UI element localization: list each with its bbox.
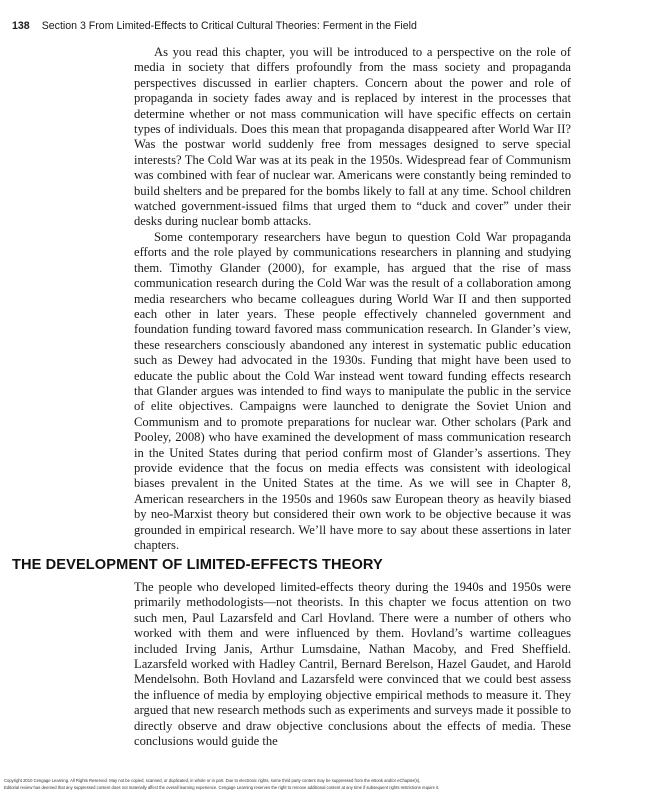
- body-text-top: [134, 45, 571, 553]
- running-head-title: Section 3 From Limited-Effects to Critical Cultural Theories: Ferment in the Field: [41, 20, 417, 32]
- section-heading: THE DEVELOPMENT OF LIMITED-EFFECTS THEORY: [12, 557, 383, 573]
- paragraph: As you read this chapter, you will be introduced to a perspective on the role of media in society that differs profoundly from the mass society and propaganda perspectives discussed in earlier chapters. Concern about the power and role of propaganda in society fades away and is replaced by interest in the processes that determine whether or not mass communication will have specific effects on certain types of individuals. Does this mean that propaganda disappeared after World War II? Was the postwar world suddenly free from messages designed to serve special interests? The Cold War was at its peak in the 1950s. Widespread fear of Communism was combined with fear of nuclear war. Americans were constantly being reminded to build shelters and be prepared for the bombs likely to fall at any time. School children watched government-issued films that urged them to “duck and cover” under their desks during nuclear bomb attacks.: [134, 45, 571, 229]
- copyright-line: Copyright 2010 Cengage Learning. All Rights Reserved. May not be copied, scanned, or duplicated, in whole or in part. Due to electronic rights, some third party content may be suppressed from the eBook and/or eChapter(s).: [4, 778, 421, 783]
- paragraph: Some contemporary researchers have begun to question Cold War propaganda efforts and the role played by communications researchers in planning and studying them. Timothy Glander (2000), for example, has argued that the rise of mass communication research during the Cold War was the result of a collaboration among media researchers who became colleagues during World War II and then supported each other in later years. These people effectively channeled government and foundation funding toward favored mass communication research. In Glander’s view, these researchers consciously abandoned any interest in systematic public education such as Dewey had advocated in the 1930s. Funding that might have been used to educate the public about the Cold War instead went toward funding effects research that Glander argues was intended to find ways to manipulate the public in the service of elite objectives. Campaigns were launched to denigrate the Soviet Union and Communism and to promote preparations for nuclear war. Other scholars (Park and Pooley, 2008) who have examined the development of mass communication research in the United States during that period confirm most of Glander’s assertions. They provide evidence that the focus on media effects was consistent with ideological biases prevalent in the United States at the time. As we will see in Chapter 8, American researchers in the 1950s and 1960s saw European theory as heavily biased by neo-Marxist theory but considered their own work to be objective because it was grounded in empirical research. We’ll have more to say about these assertions in later chapters.: [134, 229, 571, 552]
- running-head: [12, 20, 632, 32]
- page-number: 138: [12, 20, 30, 32]
- editorial-review-line: Editorial review has deemed that any suppressed content does not materially affect the overall learning experience. Cengage Learning reserves the right to remove additional content at any time if subsequent rights restrictions require it.: [4, 785, 440, 790]
- paragraph: The people who developed limited-effects theory during the 1940s and 1950s were primarily methodologists—not theorists. In this chapter we focus attention on two such men, Paul Lazarsfeld and Carl Hovland. There were a number of others who worked with them and were influenced by them. Hovland’s wartime colleagues included Irving Janis, Arthur Lumsdaine, Nathan Macoby, and Fred Sheffield. Lazarsfeld worked with Hadley Cantril, Bernard Berelson, Hazel Gaudet, and Harold Mendelsohn. Both Hovland and Lazarsfeld were convinced that we could best assess the influence of media by employing objective empirical methods to measure it. They argued that new research methods such as experiments and surveys made it possible to directly observe and draw objective conclusions about the effects of media. These conclusions would guide the: [134, 580, 571, 749]
- copyright-footer: [4, 777, 642, 791]
- body-text-bottom: [134, 580, 571, 749]
